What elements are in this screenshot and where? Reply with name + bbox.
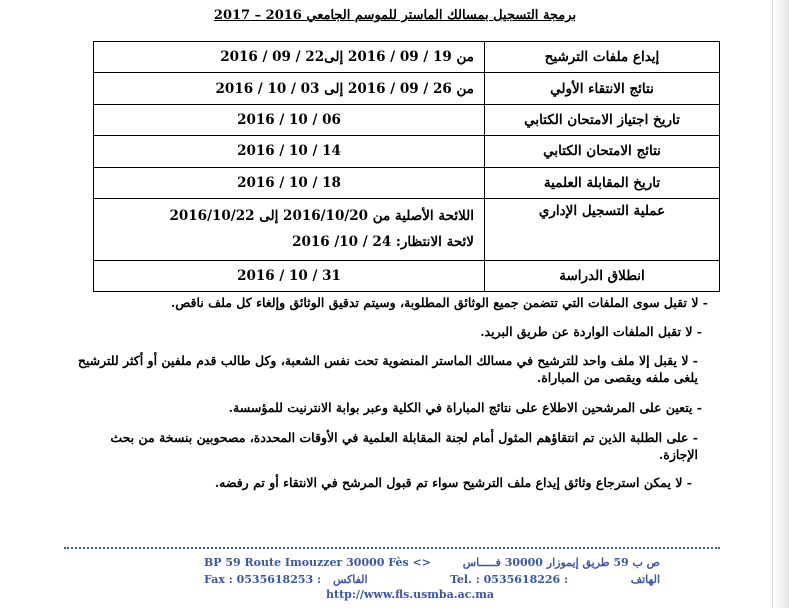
page-edge bbox=[772, 0, 789, 608]
row-label: عملية التسجيل الإداري bbox=[485, 198, 720, 260]
row-value: 31 / 10 / 2016 bbox=[94, 260, 485, 291]
fax-ar: الفاكس bbox=[333, 573, 368, 586]
row-label: إيداع ملفات الترشيح bbox=[485, 42, 720, 73]
table-row bbox=[94, 42, 720, 73]
address-ar: ص ب 59 طريق إيموزار 30000 فـــــاس bbox=[462, 556, 660, 569]
note-item: - لا يقبل إلا ملف واحد للترشيح في مسالك الماستر المنضوية تحت نفس الشعبة، وكل طالب قدم ملفين أو أكثر للترشيح يلغى ملفه ويقصى من المباراة. bbox=[77, 353, 698, 385]
row-label: انطلاق الدراسة bbox=[485, 260, 720, 291]
row-label: نتائج الامتحان الكتابي bbox=[485, 136, 720, 167]
row-value: 14 / 10 / 2016 bbox=[94, 136, 485, 167]
note-item: - لا تقبل الملفات الواردة عن طريق البريد. bbox=[480, 324, 702, 339]
address-fr: BP 59 Route Imouzzer 30000 Fès <> bbox=[204, 556, 431, 569]
row-label: تاريخ المقابلة العلمية bbox=[485, 167, 720, 198]
page-title: برمجة التسجيل بمسالك الماستر للموسم الجامعي 2016 – 2017 bbox=[213, 8, 577, 23]
row-value-line1: اللائحة الأصلية من 2016/10/20 إلى 2016/10/22 bbox=[169, 208, 474, 225]
table-row bbox=[94, 167, 720, 198]
row-value: من 26 / 09 / 2016 إلى 03 / 10 / 2016 bbox=[94, 73, 485, 104]
table-row bbox=[94, 104, 720, 135]
note-item: - على الطلبة الذين تم انتقاؤهم المثول أمام لجنة المقابلة العلمية في الأوقات المحددة، مصحوبين بنسخة من بحث الإجازة. bbox=[110, 430, 698, 462]
row-value: 06 / 10 / 2016 bbox=[94, 104, 485, 135]
row-label: تاريخ اجتياز الامتحان الكتابي bbox=[485, 104, 720, 135]
note-item: - يتعين على المرشحين الاطلاع على نتائج المباراة في الكلية وعبر بوابة الانترنيت للمؤسسة. bbox=[228, 400, 702, 415]
footer-website-link[interactable]: http://www.fls.usmba.ac.ma bbox=[326, 588, 494, 601]
note-item: - لا يمكن استرجاع وثائق إيداع ملف الترشيح سواء تم قبول المرشح في الانتقاء أو تم رفضه. bbox=[214, 475, 692, 490]
row-label: نتائج الانتقاء الأولي bbox=[485, 73, 720, 104]
row-value: 18 / 10 / 2016 bbox=[94, 167, 485, 198]
table-row bbox=[94, 73, 720, 104]
fax-fr: Fax : 0535618253 : bbox=[204, 573, 322, 586]
table-row bbox=[94, 198, 720, 260]
schedule-table bbox=[93, 41, 720, 292]
table-row bbox=[94, 136, 720, 167]
row-value: من 19 / 09 / 2016 إلى22 / 09 / 2016 bbox=[94, 42, 485, 73]
row-value-line2: لائحة الانتظار: 24 / 10/ 2016 bbox=[292, 234, 474, 251]
table-row bbox=[94, 260, 720, 291]
tel-fr: Tel. : 0535618226 : bbox=[450, 573, 569, 586]
note-item: - لا تقبل سوى الملفات التي تتضمن جميع الوثائق المطلوبة، وسيتم تدقيق الوثائق وإلغاء كل ملف ناقص. bbox=[170, 295, 708, 310]
row-value bbox=[94, 198, 485, 260]
notes-list bbox=[72, 294, 708, 491]
footer-divider bbox=[64, 547, 720, 549]
tel-ar: الهاتف bbox=[630, 573, 660, 586]
